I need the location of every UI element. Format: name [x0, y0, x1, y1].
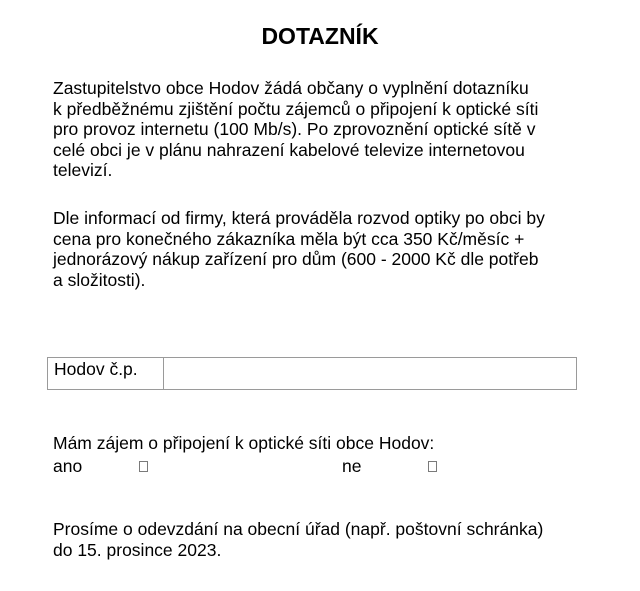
- interest-options: [0, 456, 640, 478]
- paragraph-line: do 15. prosince 2023.: [53, 539, 222, 560]
- paragraph-line: celé obci je v plánu nahrazení kabelové televize internetovou: [53, 139, 525, 160]
- paragraph-line: k předběžnému zjištění počtu zájemců o připojení k optické síti: [53, 98, 539, 119]
- interest-question: Mám zájem o připojení k optické síti obce Hodov:: [53, 433, 435, 453]
- paragraph-line: pro provoz internetu (100 Mb/s). Po zprovoznění optické sítě v: [53, 119, 536, 139]
- paragraph-line: a složitosti).: [53, 269, 146, 290]
- option-no-checkbox[interactable]: [428, 461, 437, 472]
- option-yes-checkbox[interactable]: [139, 461, 148, 472]
- intro-paragraph: [53, 78, 593, 181]
- address-table: [47, 357, 577, 390]
- paragraph-line: jednorázový nákup zařízení pro dům (600 - 2000 Kč dle potřeb: [53, 249, 539, 269]
- address-label: Hodov č.p.: [48, 358, 164, 389]
- house-number-input[interactable]: [164, 358, 576, 389]
- paragraph-line: televizí.: [53, 160, 113, 180]
- document-title: DOTAZNÍK: [261, 23, 379, 49]
- paragraph-line: cena pro konečného zákazníka měla být cca 350 Kč/měsíc +: [53, 228, 525, 249]
- option-yes-label: ano: [53, 456, 83, 476]
- closing-paragraph: [53, 519, 593, 560]
- paragraph-line: Prosíme o odevzdání na obecní úřad (např. poštovní schránka): [53, 519, 544, 539]
- paragraph-line: Zastupitelstvo obce Hodov žádá občany o vyplnění dotazníku: [53, 78, 529, 98]
- price-paragraph: [53, 208, 593, 290]
- paragraph-line: Dle informací od firmy, která prováděla rozvod optiky po obci by: [53, 208, 545, 228]
- option-no-label: ne: [342, 456, 362, 476]
